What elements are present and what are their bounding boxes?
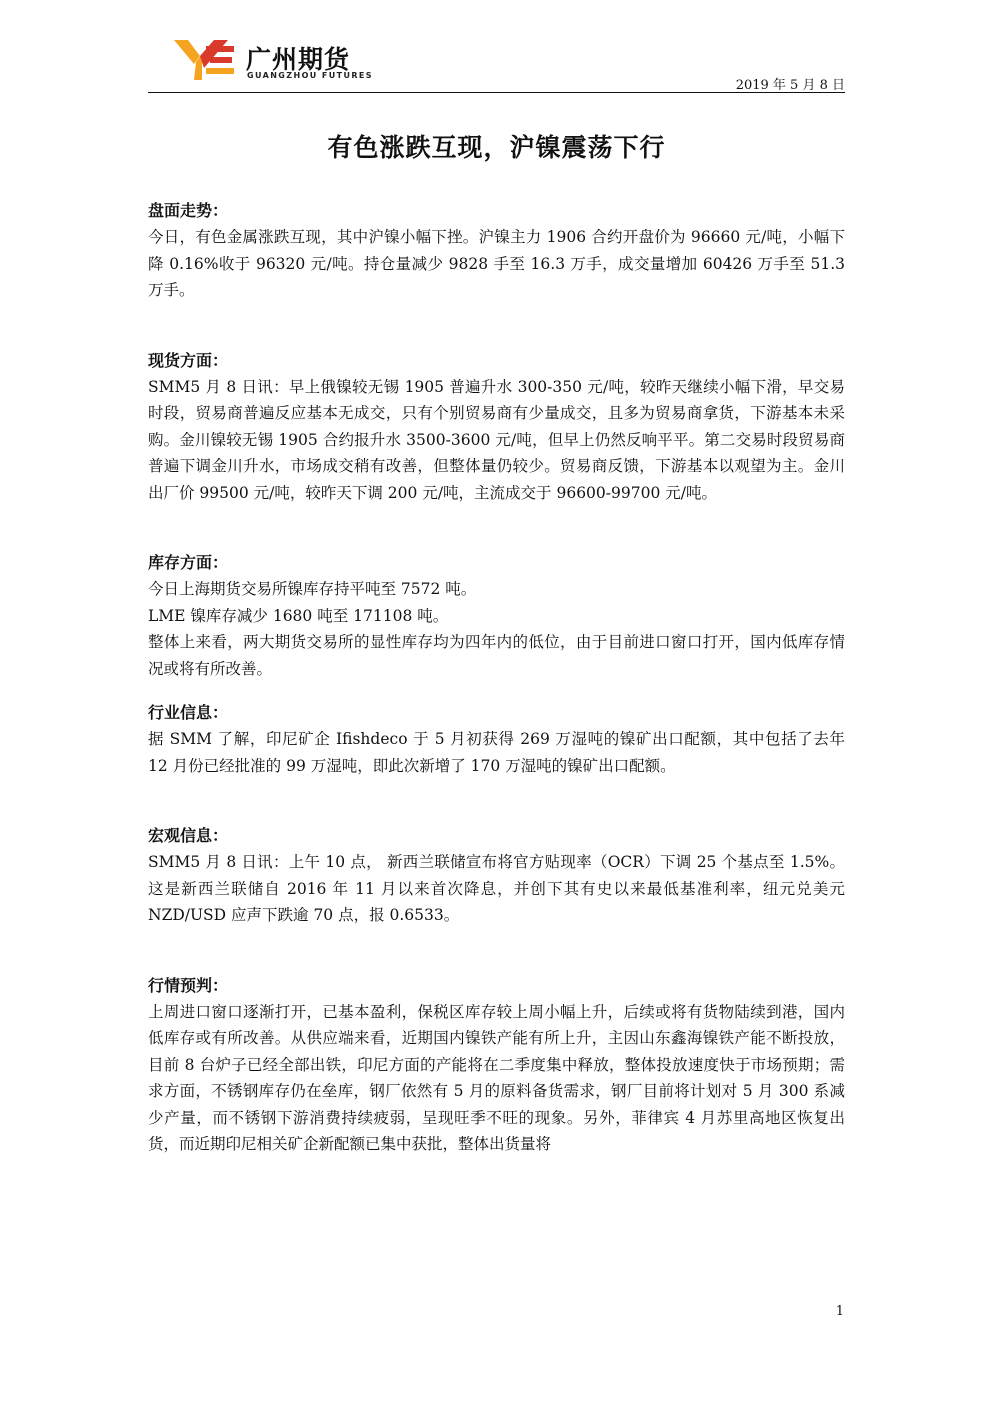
report-body [148,198,845,1202]
section-spot-market [148,348,845,507]
company-logo [174,38,414,86]
section-paragraph: 据 SMM 了解，印尼矿企 Ifishdeco 于 5 月初获得 269 万湿吨的镍矿出口配额，其中包括了去年 12 月份已经批准的 99 万湿吨，即此次新增了 170 万湿吨的镍矿出口配额。 [148,730,845,775]
section-heading: 行业信息 ： [148,700,845,726]
section-paragraph: SMM5 月 8 日讯：早上俄镍较无锡 1905 普遍升水 300-350 元/吨，较昨天继续小幅下滑，早交易时段，贸易商普遍反应基本无成交，只有个别贸易商有少量成交，且多为贸易商拿货，下游基本未采购。金川镍较无锡 1905 合约报升水 3500-3600 元/吨，但早上仍然反响平平。第二交易时段贸易商普遍下调金川升水，市场成交稍有改善，但整体量仍较少。贸易商反馈，下游基本以观望为主。金川出厂价 99500 元/吨，较昨天下调 200 元/吨，主流成交于 96600-99700 元/吨。 [148,377,845,502]
section-paragraph: 今日上海期货交易所镍库存持平吨至 7572 吨。 [148,580,477,598]
section-heading: 现货方面 ： [148,348,845,374]
page-header [148,30,845,94]
logo-english-name: GUANGZHOU FUTURES [247,71,373,80]
report-title: 有色涨跌互现，沪镍震荡下行 [327,133,666,162]
section-inventory [148,550,845,682]
report-date: 2019 年 5 月 8 日 [735,78,845,93]
section-paragraph: LME 镍库存减少 1680 吨至 171108 吨。 [148,606,449,625]
section-macro-news [148,823,845,929]
logo-chinese-name: 广州期货 [246,45,351,74]
section-heading: 库存方面 ： [148,550,845,576]
page-number: 1 [835,1304,844,1319]
section-heading: 行情预判 ： [148,973,845,999]
logo-mark-icon [174,38,236,82]
section-industry-news [148,700,845,779]
section-heading: 盘面走势 ： [148,198,845,224]
section-market-outlook [148,973,845,1158]
section-paragraph: 上周进口窗口逐渐打开，已基本盈利，保税区库存较上周小幅上升，后续或将有货物陆续到港，国内低库存或有所改善。从供应端来看，近期国内镍铁产能有所上升，主因山东鑫海镍铁产能不断投放，目前 8 台炉子已经全部出铁，印尼方面的产能将在二季度集中释放，整体投放速度快于市场预期；需求方面，不锈钢库存仍在垒库，钢厂依然有 5 月的原料备货需求，钢厂目前将计划对 5 月 300 系减少产量，而不锈钢下游消费持续疲弱，呈现旺季不旺的现象。另外，菲律宾 4 月苏里高地区恢复出货，而近期印尼相关矿企新配额已集中获批，整体出货量将 [148,1002,845,1153]
section-paragraph: SMM5 月 8 日讯：上午 10 点， 新西兰联储宣布将官方贴现率（OCR）下调 25 个基点至 1.5%。这是新西兰联储自 2016 年 11 月以来首次降息，并创下其有史以来最低基准利率，纽元兑美元 NZD/USD 应声下跌逾 70 点，报 0.6533。 [148,853,845,924]
section-paragraph: 今日，有色金属涨跌互现，其中沪镍小幅下挫。沪镍主力 1906 合约开盘价为 96660 元/吨，小幅下降 0.16%收于 96320 元/吨。持仓量减少 9828 手至 16.3 万手，成交量增加 60426 万手至 51.3 万手。 [148,228,845,299]
section-paragraph: 整体上来看，两大期货交易所的显性库存均为四年内的低位，由于目前进口窗口打开，国内低库存情况或将有所改善。 [148,633,845,678]
section-heading: 宏观信息 ： [148,823,845,849]
header-divider [148,92,845,93]
section-market-trend [148,198,845,304]
